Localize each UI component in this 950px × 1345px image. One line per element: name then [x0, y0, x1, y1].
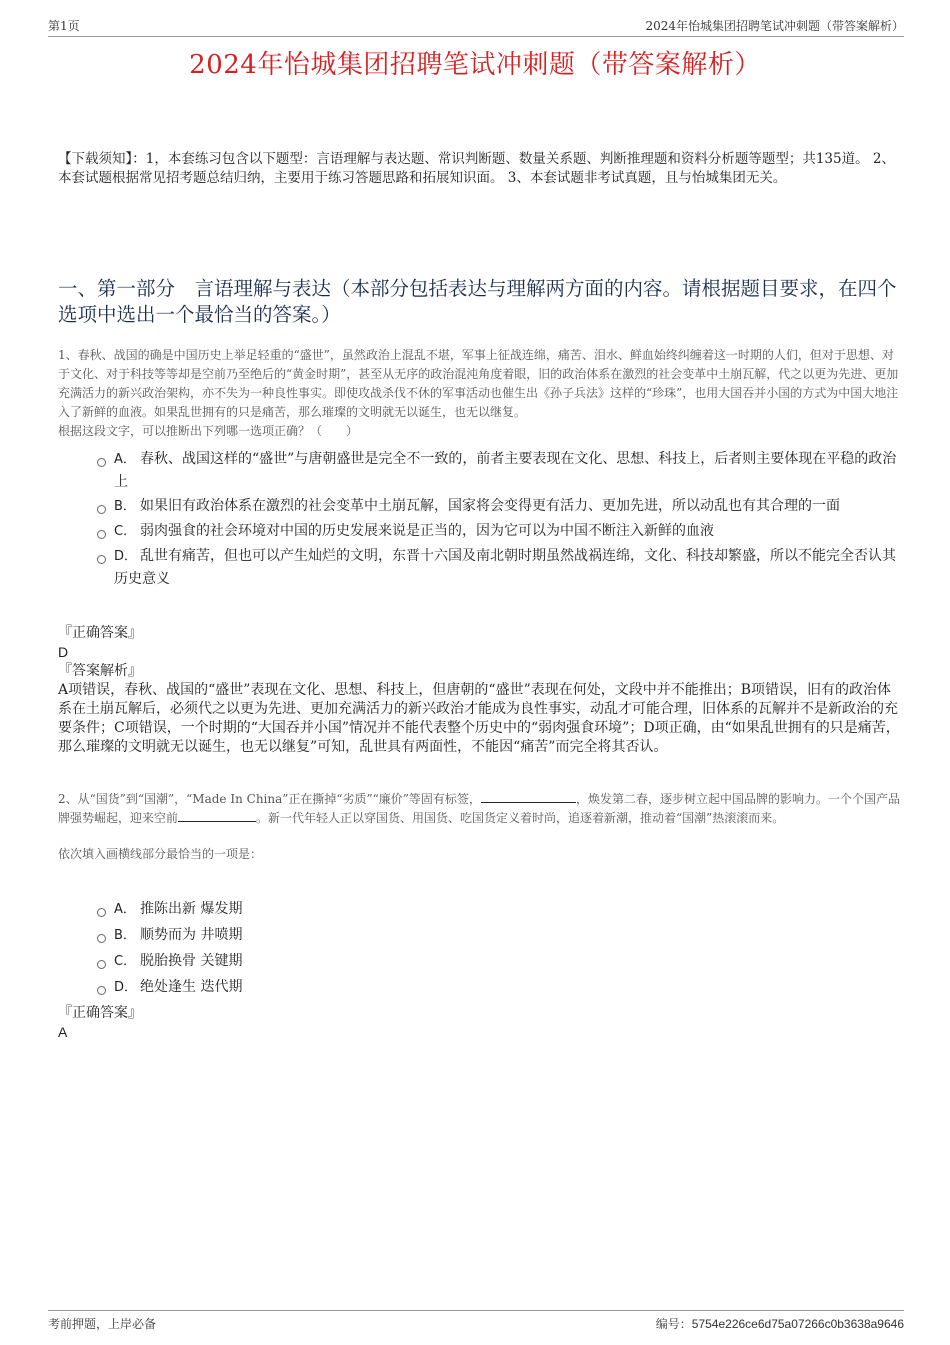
- question-2: [58, 790, 904, 864]
- option-a[interactable]: [94, 448, 900, 493]
- option-b[interactable]: [94, 924, 900, 947]
- option-letter: C．: [114, 524, 137, 539]
- option-letter: B．: [114, 928, 136, 943]
- option-d[interactable]: [94, 545, 900, 590]
- radio-icon[interactable]: [97, 960, 106, 969]
- radio-icon[interactable]: [97, 530, 106, 539]
- page-title: 2024年怡城集团招聘笔试冲刺题（带答案解析）: [189, 50, 761, 80]
- option-text: 春秋、战国这样的“盛世”与唐朝盛世是完全不一致的，前者主要表现在文化、思想、科技上，后者则主要体现在平稳的政治上: [114, 451, 897, 490]
- option-text: 推陈出新 爆发期: [140, 901, 243, 917]
- question-1-options: [94, 448, 900, 592]
- option-c[interactable]: [94, 520, 900, 543]
- question-2-stem: [58, 790, 904, 828]
- section-title: 一、第一部分 言语理解与表达（本部分包括表达与理解两方面的内容。请根据题目要求，在四个选项中选出一个最恰当的答案。）: [58, 277, 897, 326]
- option-c[interactable]: [94, 950, 900, 973]
- question-1: [58, 346, 904, 441]
- radio-icon[interactable]: [97, 505, 106, 514]
- option-a[interactable]: [94, 898, 900, 921]
- download-notice: 【下载须知】：1，本套练习包含以下题型：言语理解与表达题、常识判断题、数量关系题、判断推理题和资料分析题等题型；共135道。 2、本套试题根据常见招考题总结归纳，主要用于练习答题思路和拓展知识面。 3、本套试题非考试真题，且与怡城集团无关。: [58, 151, 895, 186]
- answer-label: 『正确答案』: [58, 625, 142, 641]
- page-number: 第1页: [48, 19, 80, 33]
- option-letter: B．: [114, 499, 136, 514]
- option-d[interactable]: [94, 976, 900, 999]
- question-1-answer: [58, 624, 902, 757]
- option-letter: D．: [114, 549, 138, 564]
- question-1-stem: 1、春秋、战国的确是中国历史上举足轻重的“盛世”，虽然政治上混乱不堪，军事上征战连绵，痛苦、泪水、鲜血始终纠缠着这一时期的人们，但对于思想、对于文化、对于科技等等却是空前乃至绝后的“黄金时期”，甚至从无序的政治混沌角度着眼，旧的政治体系在激烈的社会变革中土崩瓦解，代之以更为先进、更加充满活力的新兴政治架构，亦不失为一种良性事实。即使攻战杀伐不休的军事活动也催生出《孙子兵法》这样的“珍珠”，也用大国吞并小国的方式为中国大地注入了新鲜的血液。如果乱世拥有的只是痛苦，那么璀璨的文明就无以诞生，也无以继复。: [58, 348, 899, 419]
- page-footer: [48, 1310, 904, 1332]
- header-doc-title: 2024年怡城集团招聘笔试冲刺题（带答案解析）: [645, 19, 904, 33]
- option-text: 如果旧有政治体系在激烈的社会变革中土崩瓦解，国家将会变得更有活力、更加先进，所以动乱也有其合理的一面: [140, 498, 840, 514]
- analysis-text: A项错误，春秋、战国的“盛世”表现在文化、思想、科技上，但唐朝的“盛世”表现在何处，文段中并不能推出；B项错误，旧有的政治体系在土崩瓦解后，必须代之以更为先进、更加充满活力的新兴政治才能成为良性事实，动乱才可能合理，旧体系的瓦解并不是新政治的充要条件；C项错误，一个时期的“大国吞并小国”情况并不能代表整个历史中的“弱肉强食环境”；D项正确，由“如果乱世拥有的只是痛苦，那么璀璨的文明就无以诞生，也无以继复”可知，乱世具有两面性，不能因“痛苦”而完全将其否认。: [58, 682, 900, 755]
- answer-value: A: [58, 1024, 68, 1040]
- option-text: 脱胎换骨 关键期: [140, 953, 243, 969]
- page-header: [48, 14, 904, 37]
- footer-code: [656, 1315, 904, 1332]
- footer-slogan: 考前押题，上岸必备: [48, 1317, 157, 1331]
- code-value: 5754e226ce6d75a07266c0b3638a9646: [691, 1317, 904, 1331]
- answer-label: 『正确答案』: [58, 1005, 142, 1021]
- radio-icon[interactable]: [97, 986, 106, 995]
- question-2-answer: [58, 1004, 902, 1042]
- option-letter: D．: [114, 980, 138, 995]
- fill-blank-2: [178, 809, 256, 822]
- radio-icon[interactable]: [97, 934, 106, 943]
- answer-value: D: [58, 644, 69, 660]
- question-1-prompt: 根据这段文字，可以推断出下列哪一选项正确？（ ）: [58, 424, 359, 438]
- option-text: 顺势而为 井喷期: [140, 927, 243, 943]
- stem-part: ，焕发第二春，逐步树立起中国品牌的影响力。一个个国产品牌强势崛起，迎来空前: [58, 792, 900, 825]
- question-2-options: [94, 898, 900, 1002]
- analysis-label: 『答案解析』: [58, 663, 142, 679]
- radio-icon[interactable]: [97, 555, 106, 564]
- option-text: 乱世有痛苦，但也可以产生灿烂的文明，东晋十六国及南北朝时期虽然战祸连绵，文化、科技却繁盛，所以不能完全否认其历史意义: [114, 548, 896, 587]
- fill-blank-1: [481, 790, 576, 803]
- option-letter: A．: [114, 902, 136, 917]
- option-letter: C．: [114, 954, 137, 969]
- option-letter: A．: [114, 452, 136, 467]
- stem-part: 2、从“国货”到“国潮”，“Made In China”正在撕掉“劣质”“廉价”等固有标签，: [58, 792, 481, 806]
- stem-part: 。新一代年轻人正以穿国货、用国货、吃国货定义着时尚，追逐着新潮，推动着“国潮”热滚滚而来。: [256, 811, 785, 825]
- option-text: 弱肉强食的社会环境对中国的历史发展来说是正当的，因为它可以为中国不断注入新鲜的血液: [140, 523, 714, 539]
- option-b[interactable]: [94, 495, 900, 518]
- radio-icon[interactable]: [97, 458, 106, 467]
- code-label: 编号：: [655, 1317, 692, 1331]
- option-text: 绝处逢生 迭代期: [140, 979, 243, 995]
- question-2-prompt: 依次填入画横线部分最恰当的一项是：: [58, 847, 263, 861]
- radio-icon[interactable]: [97, 908, 106, 917]
